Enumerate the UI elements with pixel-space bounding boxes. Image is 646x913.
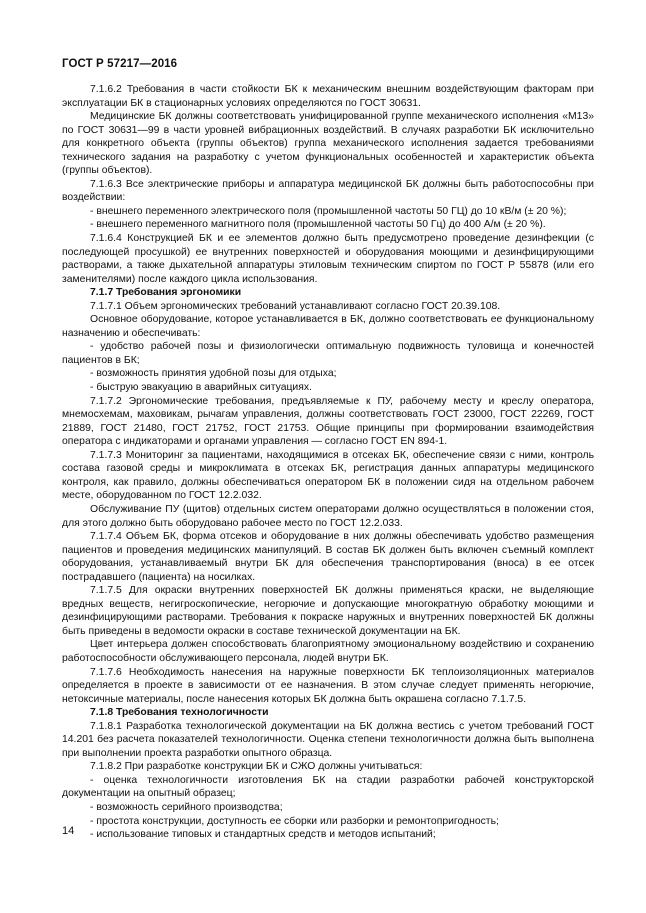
list-item: - использование типовых и стандартных средств и методов испытаний;	[90, 829, 436, 841]
page-number: 14	[62, 825, 75, 837]
paragraph-7-1-7-3: 7.1.7.3 Мониторинг за пациентами, находящимися в отсеках БК, обеспечение связи с ними, контроль состава газовой среды и микроклимата в отсеках БК, регистрация данных аппаратуры медицинского контроля, как правило, должны обеспечиваться оператором БК в положении сидя на отдельном рабочем месте, оборудованном по ГОСТ 12.2.032.	[62, 449, 594, 502]
paragraph-7-1-8-2: 7.1.8.2 При разработке конструкции БК и СЖО должны учитываться:	[90, 761, 423, 773]
list-item: - оценка технологичности изготовления БК на стадии разработки рабочей конструкторской документации на опытный образец;	[62, 774, 594, 800]
list-item: - возможность принятия удобной позы для отдыха;	[90, 368, 337, 380]
paragraph: Основное оборудование, которое устанавливается в БК, должно соответствовать ее функциональному назначению и обеспечивать:	[62, 314, 594, 339]
paragraph-7-1-8-1: 7.1.8.1 Разработка технологической документации на БК должна вестись с учетом требований ГОСТ 14.201 без расчета показателей технологичности. Оценка степени технологичности должна быть выполнена при выполнении проекта разработки опытного образца.	[62, 720, 594, 759]
list-item: - простота конструкции, доступность ее сборки или разборки и ремонтопригодность;	[90, 815, 499, 827]
list-item: - возможность серийного производства;	[90, 801, 283, 813]
paragraph-7-1-7-6: 7.1.7.6 Необходимость нанесения на наружные поверхности БК теплоизоляционных материалов определяется в проекте в зависимости от ее назначения. В этом случае следует применять негорючие, нетоксичные материалы, после нанесения которых БК должна быть окрашена согласно 7.1.7.5.	[62, 666, 594, 705]
list-item: - внешнего переменного магнитного поля (промышленной частоты 50 Гц) до 400 А/м (± 20 %).	[90, 219, 546, 231]
section-heading-ergonomics: 7.1.7 Требования эргономики	[90, 287, 242, 299]
paragraph: Цвет интерьера должен способствовать благоприятному эмоциональному воздействию и сохранению работоспособности обслуживающего персонала, людей внутри БК.	[62, 639, 594, 664]
paragraph-7-1-7-1: 7.1.7.1 Объем эргономических требований устанавливают согласно ГОСТ 20.39.108.	[90, 300, 501, 312]
paragraph: Медицинские БК должны соответствовать унифицированной группе механического исполнения «М13» по ГОСТ 30631—99 в части уровней вибрационных воздействий. В случаях разработки БК исключительно для конкретного объекта (группы объектов) группа механического исполнения задается требованиями технического задания на разработку с учетом функциональных особенностей и характеристик объекта (группы объектов).	[62, 111, 594, 177]
list-item: - быструю эвакуацию в аварийных ситуациях.	[90, 382, 312, 394]
paragraph: Обслуживание ПУ (щитов) отдельных систем операторами должно осуществляться в положении стоя, для этого должно быть оборудовано рабочее место по ГОСТ 12.2.033.	[62, 503, 594, 529]
paragraph-7-1-6-4: 7.1.6.4 Конструкцией БК и ее элементов должно быть предусмотрено проведение дезинфекции (с последующей просушкой) ее внутренних поверхностей и оборудования моющими и дезинфицирующими растворами, а также дыхательной аппаратуры этиловым техническим спиртом по ГОСТ Р 55878 (или его заменителями) после каждого цикла использования.	[62, 233, 594, 285]
paragraph-7-1-7-5: 7.1.7.5 Для окраски внутренних поверхностей БК должны применяться краски, не выделяющие вредных веществ, негигроскопические, негорючие и допускающие многократную обработку моющими и дезинфицирующими растворами. Требования к покраске наружных и внутренних поверхностей БК должны быть приведены в ведомости окраски в составе технической документации на БК.	[62, 585, 594, 637]
list-item: - удобство рабочей позы и физиологически оптимальную подвижность туловища и конечностей пациентов в БК;	[62, 341, 594, 366]
section-heading-manufacturability: 7.1.8 Требования технологичности	[90, 707, 269, 719]
list-item: - внешнего переменного электрического поля (промышленной частоты 50 ГЦ) до 10 кВ/м (± 20 %);	[90, 205, 567, 217]
paragraph-7-1-7-2: 7.1.7.2 Эргономические требования, предъявляемые к ПУ, рабочему месту и креслу оператора, мнемосхемам, маховикам, рычагам управления, должны соответствовать ГОСТ 23000, ГОСТ 22269, ГОСТ 21889, ГОСТ 21480, ГОСТ 21752, ГОСТ 21753. Общие принципы при формировании взаимодействия оператора с индикаторами и органами управления — согласно ГОСТ EN 894-1.	[62, 395, 594, 448]
document-body	[62, 83, 594, 842]
paragraph-7-1-6-3: 7.1.6.3 Все электрические приборы и аппаратура медицинской БК должны быть работоспособны при воздействии:	[62, 178, 594, 204]
paragraph-7-1-6-2: 7.1.6.2 Требования в части стойкости БК к механическим внешним воздействующим факторам при эксплуатации БК в стационарных условиях определяются по ГОСТ 30631.	[62, 84, 594, 109]
document-header: ГОСТ Р 57217—2016	[62, 58, 178, 70]
paragraph-7-1-7-4: 7.1.7.4 Объем БК, форма отсеков и оборудование в них должны обеспечивать удобство размещения пациентов и проведения медицинских манипуляций. В состав БК должен быть включен съемный комплект оборудования, устанавливаемый внутри БК для обеспечения транспортирования (вноса) в ее отсек пострадавшего (пациента) на носилках.	[62, 531, 594, 583]
